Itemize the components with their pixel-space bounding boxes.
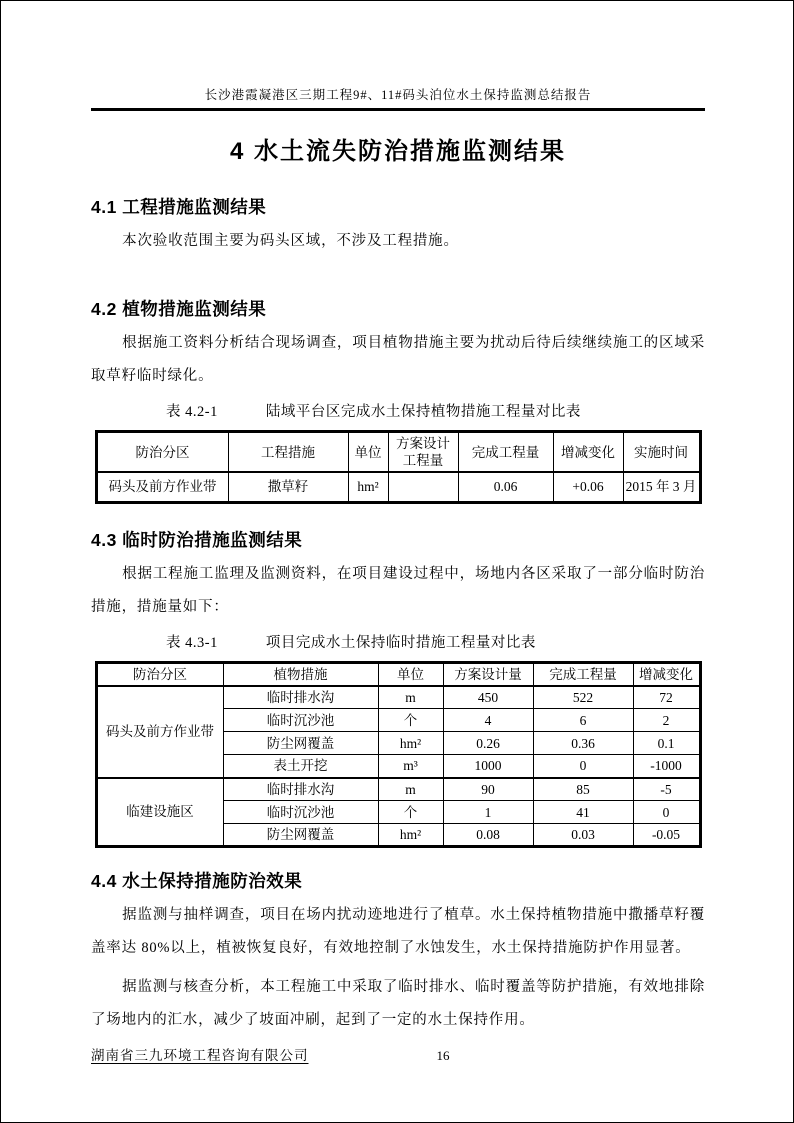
cell-measure: 临时排水沟 <box>223 686 378 709</box>
page-header <box>91 85 705 111</box>
cell-change: 72 <box>633 686 700 709</box>
table-caption-label: 表 4.2-1 <box>166 404 218 420</box>
cell-unit: 个 <box>378 709 443 732</box>
table-4-2-1 <box>95 430 702 504</box>
table-row <box>96 778 700 801</box>
cell-design <box>388 472 458 502</box>
cell-unit: hm² <box>378 824 443 847</box>
cell-change: -1000 <box>633 755 700 778</box>
table-4-3-1-caption <box>91 632 705 654</box>
section-4-4-heading: 4.4 水土保持措施防治效果 <box>91 871 303 891</box>
cell-design: 0.26 <box>443 732 533 755</box>
cell-design: 1000 <box>443 755 533 778</box>
cell-completed: 0.06 <box>458 472 553 502</box>
table-caption-title: 项目完成水土保持临时措施工程量对比表 <box>265 634 536 651</box>
cell-measure: 临时沉沙池 <box>223 709 378 732</box>
section-4-3-heading: 4.3 临时防治措施监测结果 <box>91 529 303 550</box>
cell-unit: 个 <box>378 801 443 824</box>
column-header: 实施时间 <box>623 432 700 473</box>
cell-design: 450 <box>443 686 533 709</box>
cell-completed: 85 <box>533 778 633 801</box>
cell-change: -5 <box>633 778 700 801</box>
table-4-2-1-caption <box>91 401 705 423</box>
cell-unit: m <box>378 686 443 709</box>
column-header: 植物措施 <box>223 662 378 686</box>
cell-zone-group: 码头及前方作业带 <box>96 686 223 778</box>
page-number: 16 <box>436 1048 450 1063</box>
section-4-4-paragraph-2: 据监测与核查分析，本工程施工中采取了临时排水、临时覆盖等防护措施，有效地排除了场地内的汇水，减少了坡面冲刷，起到了一定的水土保持作用。 <box>91 979 705 1028</box>
column-header: 单位 <box>348 432 388 473</box>
table-header-row <box>96 662 700 686</box>
column-header: 工程措施 <box>228 432 348 473</box>
section-4-1-paragraph: 本次验收范围主要为码头区域，不涉及工程措施。 <box>122 233 459 249</box>
column-header: 单位 <box>378 662 443 686</box>
column-header: 增减变化 <box>553 432 623 473</box>
page-footer <box>91 1044 705 1064</box>
cell-change: +0.06 <box>553 472 623 502</box>
section-4-2-paragraph: 根据施工资料分析结合现场调查，项目植物措施主要为扰动后待后续继续施工的区域采取草籽临时绿化。 <box>91 335 705 384</box>
cell-design: 90 <box>443 778 533 801</box>
footer-company-name: 湖南省三九环境工程咨询有限公司 <box>91 1048 309 1063</box>
table-caption-label: 表 4.3-1 <box>166 634 218 651</box>
section-4-1-heading: 4.1 工程措施监测结果 <box>91 197 267 217</box>
cell-change: 0.1 <box>633 732 700 755</box>
cell-change: 2 <box>633 709 700 732</box>
cell-measure: 防尘网覆盖 <box>223 824 378 847</box>
cell-design: 1 <box>443 801 533 824</box>
cell-completed: 0.36 <box>533 732 633 755</box>
cell-measure: 表土开挖 <box>223 755 378 778</box>
column-header: 防治分区 <box>96 432 228 473</box>
cell-change: -0.05 <box>633 824 700 847</box>
cell-unit: m <box>378 778 443 801</box>
cell-completed: 522 <box>533 686 633 709</box>
table-4-3-1 <box>95 661 702 849</box>
cell-unit: m³ <box>378 755 443 778</box>
cell-zone-group: 临建设施区 <box>96 778 223 847</box>
cell-measure: 撒草籽 <box>228 472 348 502</box>
table-header-row <box>96 432 700 473</box>
cell-completed: 0 <box>533 755 633 778</box>
column-header: 方案设计量 <box>443 662 533 686</box>
cell-design: 0.08 <box>443 824 533 847</box>
cell-completed: 41 <box>533 801 633 824</box>
column-header: 完成工程量 <box>533 662 633 686</box>
cell-zone: 码头及前方作业带 <box>96 472 228 502</box>
cell-measure: 临时排水沟 <box>223 778 378 801</box>
cell-measure: 防尘网覆盖 <box>223 732 378 755</box>
table-row <box>96 472 700 502</box>
column-header: 增减变化 <box>633 662 700 686</box>
cell-completed: 6 <box>533 709 633 732</box>
cell-unit: hm² <box>348 472 388 502</box>
cell-time: 2015 年 3 月 <box>623 472 700 502</box>
cell-completed: 0.03 <box>533 824 633 847</box>
column-header: 防治分区 <box>96 662 223 686</box>
column-header: 方案设计 工程量 <box>388 432 458 473</box>
report-title: 长沙港霞凝港区三期工程9#、11#码头泊位水土保持监测总结报告 <box>204 88 592 102</box>
table-caption-title: 陆域平台区完成水土保持植物措施工程量对比表 <box>265 404 581 420</box>
section-4-2-heading: 4.2 植物措施监测结果 <box>91 299 267 319</box>
column-header: 完成工程量 <box>458 432 553 473</box>
cell-measure: 临时沉沙池 <box>223 801 378 824</box>
cell-change: 0 <box>633 801 700 824</box>
section-4-4-paragraph-1: 据监测与抽样调查，项目在场内扰动迹地进行了植草。水土保持植物措施中撒播草籽覆盖率达 80%以上，植被恢复良好，有效地控制了水蚀发生，水土保持措施防护作用显著。 <box>91 907 705 956</box>
section-4-3-paragraph: 根据工程施工监理及监测资料，在项目建设过程中，场地内各区采取了一部分临时防治措施，措施量如下： <box>91 565 705 615</box>
table-row <box>96 686 700 709</box>
chapter-title: 4 水土流失防治措施监测结果 <box>229 138 566 165</box>
cell-design: 4 <box>443 709 533 732</box>
cell-unit: hm² <box>378 732 443 755</box>
